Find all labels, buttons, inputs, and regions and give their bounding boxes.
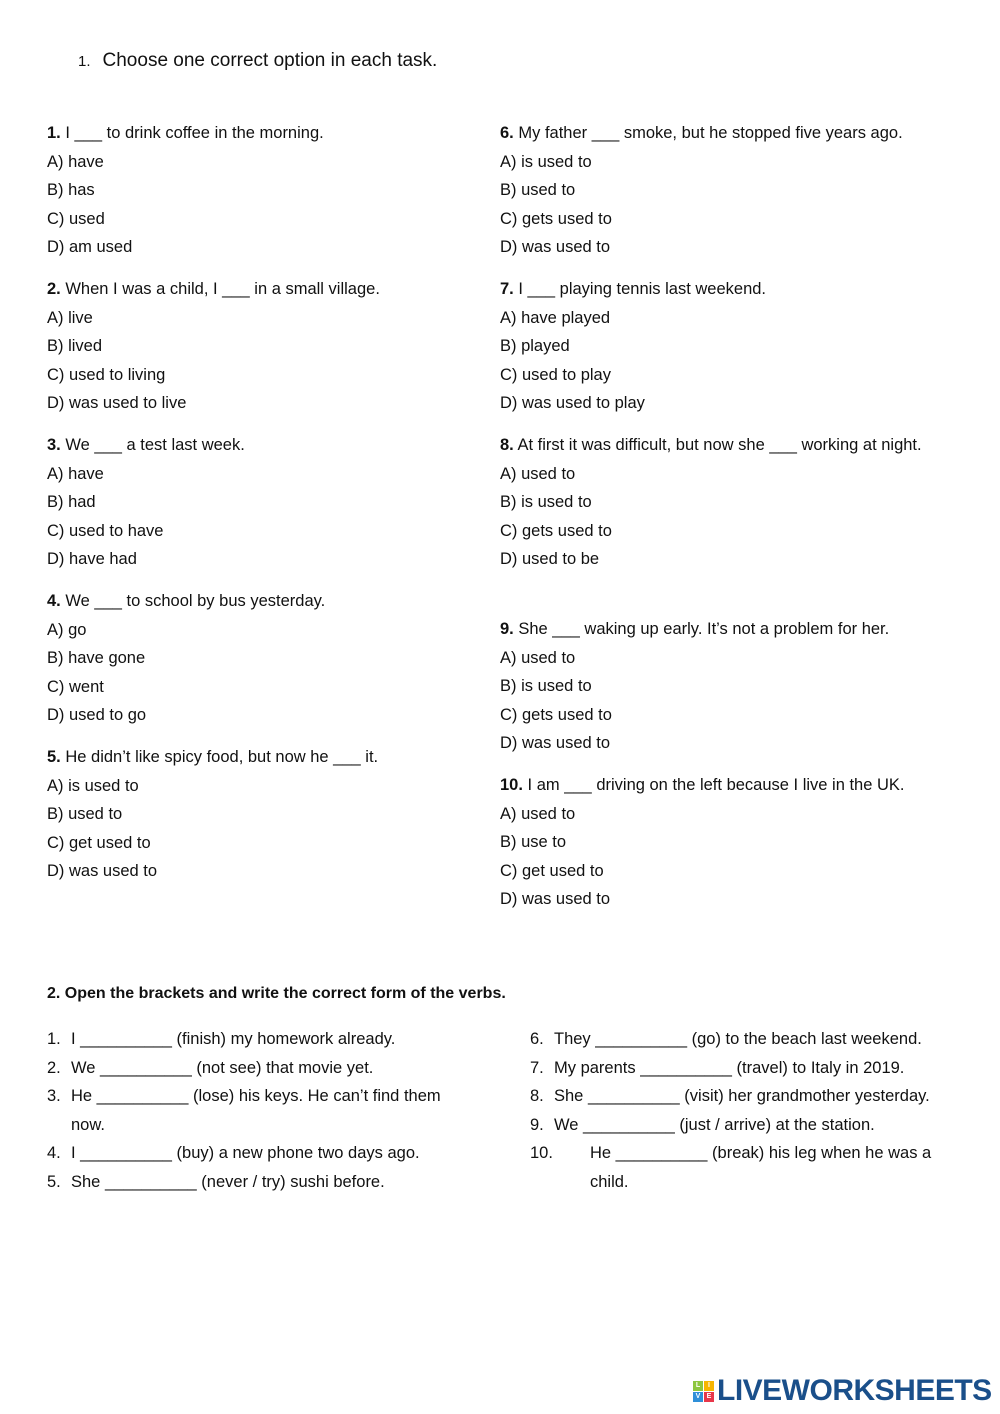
verb-item-7	[530, 1054, 955, 1083]
option[interactable]: A) is used to	[47, 776, 139, 795]
question-10	[500, 771, 955, 914]
option[interactable]: D) used to go	[47, 706, 147, 724]
verb-item-10	[530, 1139, 955, 1196]
question-text: At first it was difficult, but now she ___ working at night.	[517, 436, 922, 454]
question-text: She ___ waking up early. It’s not a problem for her.	[518, 620, 890, 638]
option[interactable]: C) get used to	[47, 833, 151, 852]
option[interactable]: B) has	[47, 181, 95, 199]
question-stem	[500, 119, 955, 148]
option[interactable]: A) used to	[500, 804, 576, 823]
verb-item-2	[47, 1054, 467, 1083]
item-number: 3.	[47, 1087, 61, 1105]
question-6	[500, 119, 955, 262]
question-text: I am ___ driving on the left because I live in the UK.	[527, 776, 905, 794]
logo-tile: V	[693, 1392, 703, 1402]
logo-tile: L	[693, 1381, 703, 1391]
question-number: 5.	[47, 748, 61, 766]
option[interactable]: D) was used to	[500, 734, 611, 752]
question-stem	[47, 275, 507, 304]
question-1	[47, 119, 507, 262]
item-text: I __________ (buy) a new phone two days ago.	[71, 1144, 420, 1162]
option[interactable]: D) was used to play	[500, 394, 645, 412]
option[interactable]: B) lived	[47, 337, 103, 355]
question-stem	[500, 771, 955, 800]
option[interactable]: A) live	[47, 308, 93, 327]
question-stem	[47, 119, 507, 148]
question-number: 3.	[47, 436, 61, 454]
question-number: 10.	[500, 776, 523, 794]
option[interactable]: B) used to	[47, 805, 123, 823]
question-stem	[500, 431, 955, 460]
option[interactable]: A) have	[47, 152, 104, 171]
option[interactable]: C) used	[47, 209, 105, 228]
question-stem	[47, 431, 507, 460]
question-number: 8.	[500, 436, 514, 454]
item-number: 5.	[47, 1172, 61, 1191]
question-text: My father ___ smoke, but he stopped five years ago.	[518, 124, 903, 142]
item-number: 1.	[47, 1030, 61, 1048]
item-text: We __________ (just / arrive) at the station.	[554, 1115, 875, 1134]
question-8	[500, 431, 955, 574]
option[interactable]: A) have	[47, 464, 104, 483]
verb-item-3	[47, 1082, 467, 1139]
option[interactable]: B) is used to	[500, 677, 592, 695]
option[interactable]: B) played	[500, 337, 570, 355]
item-number: 8.	[530, 1087, 544, 1105]
question-9	[500, 615, 955, 758]
question-7	[500, 275, 955, 418]
item-text: She __________ (visit) her grandmother yesterday.	[554, 1087, 930, 1105]
option[interactable]: D) was used to	[500, 238, 611, 256]
option[interactable]: D) am used	[47, 238, 133, 256]
question-text: We ___ a test last week.	[65, 436, 245, 454]
question-number: 7.	[500, 280, 514, 298]
question-number: 6.	[500, 124, 514, 142]
option[interactable]: D) was used to	[47, 862, 158, 880]
section2-title: 2. Open the brackets and write the correct form of the verbs.	[47, 985, 506, 1002]
verb-item-1	[47, 1025, 467, 1054]
item-number: 7.	[530, 1058, 544, 1077]
item-number: 4.	[47, 1144, 61, 1162]
liveworksheets-logo: L I V E LIVEWORKSHEETS	[693, 1374, 992, 1408]
question-3	[47, 431, 507, 574]
verb-item-9	[530, 1111, 955, 1140]
question-number: 9.	[500, 620, 514, 638]
option[interactable]: A) is used to	[500, 152, 592, 171]
item-text: He __________ (break) his leg when he was a child.	[590, 1144, 932, 1191]
option[interactable]: C) used to have	[47, 521, 164, 540]
section1-title: 1. Choose one correct option in each task.	[78, 50, 438, 71]
question-stem	[47, 587, 507, 616]
option[interactable]: B) had	[47, 493, 96, 511]
logo-tiles-icon	[693, 1381, 714, 1402]
question-4	[47, 587, 507, 730]
option[interactable]: C) gets used to	[500, 209, 612, 228]
question-text: I ___ to drink coffee in the morning.	[65, 124, 324, 142]
option[interactable]: D) have had	[47, 550, 137, 568]
item-text: We __________ (not see) that movie yet.	[71, 1058, 374, 1077]
question-5	[47, 743, 507, 886]
logo-tile: I	[704, 1381, 714, 1391]
option[interactable]: A) used to	[500, 648, 576, 667]
option[interactable]: B) used to	[500, 181, 576, 199]
option[interactable]: B) have gone	[47, 649, 146, 667]
question-number: 4.	[47, 592, 61, 610]
item-text: She __________ (never / try) sushi before.	[71, 1172, 385, 1191]
option[interactable]: C) get used to	[500, 861, 604, 880]
item-number: 9.	[530, 1115, 544, 1134]
question-text: I ___ playing tennis last weekend.	[518, 280, 767, 298]
verb-item-5	[47, 1168, 467, 1197]
item-text: He __________ (lose) his keys. He can’t find them now.	[71, 1087, 441, 1134]
option[interactable]: C) gets used to	[500, 705, 612, 724]
option[interactable]: C) went	[47, 677, 104, 696]
verb-item-6	[530, 1025, 955, 1054]
question-text: He didn’t like spicy food, but now he ___ it.	[65, 748, 379, 766]
item-text: I __________ (finish) my homework already.	[71, 1030, 396, 1048]
option[interactable]: A) used to	[500, 464, 576, 483]
item-text: My parents __________ (travel) to Italy in 2019.	[554, 1058, 905, 1077]
question-2	[47, 275, 507, 418]
question-text: We ___ to school by bus yesterday.	[65, 592, 326, 610]
logo-tile: E	[704, 1392, 714, 1402]
option[interactable]: B) use to	[500, 833, 567, 851]
question-text: When I was a child, I ___ in a small village.	[65, 280, 380, 298]
option[interactable]: D) was used to live	[47, 394, 187, 412]
option[interactable]: D) used to be	[500, 550, 600, 568]
option[interactable]: C) gets used to	[500, 521, 612, 540]
question-stem	[500, 275, 955, 304]
question-number: 2.	[47, 280, 61, 298]
option[interactable]: A) have played	[500, 308, 611, 327]
option[interactable]: A) go	[47, 620, 87, 639]
question-number: 1.	[47, 124, 61, 142]
option[interactable]: C) used to play	[500, 365, 611, 384]
verb-item-4	[47, 1139, 467, 1168]
verb-list-left	[47, 1025, 467, 1196]
verb-item-8	[530, 1082, 955, 1111]
option[interactable]: D) was used to	[500, 890, 611, 908]
option[interactable]: C) used to living	[47, 365, 166, 384]
question-stem	[47, 743, 507, 772]
verb-list-right	[530, 1025, 955, 1196]
item-number: 2.	[47, 1058, 61, 1077]
item-number: 10.	[530, 1144, 553, 1162]
item-text: They __________ (go) to the beach last weekend.	[554, 1030, 922, 1048]
item-number: 6.	[530, 1030, 544, 1048]
option[interactable]: B) is used to	[500, 493, 592, 511]
question-stem	[500, 615, 955, 644]
